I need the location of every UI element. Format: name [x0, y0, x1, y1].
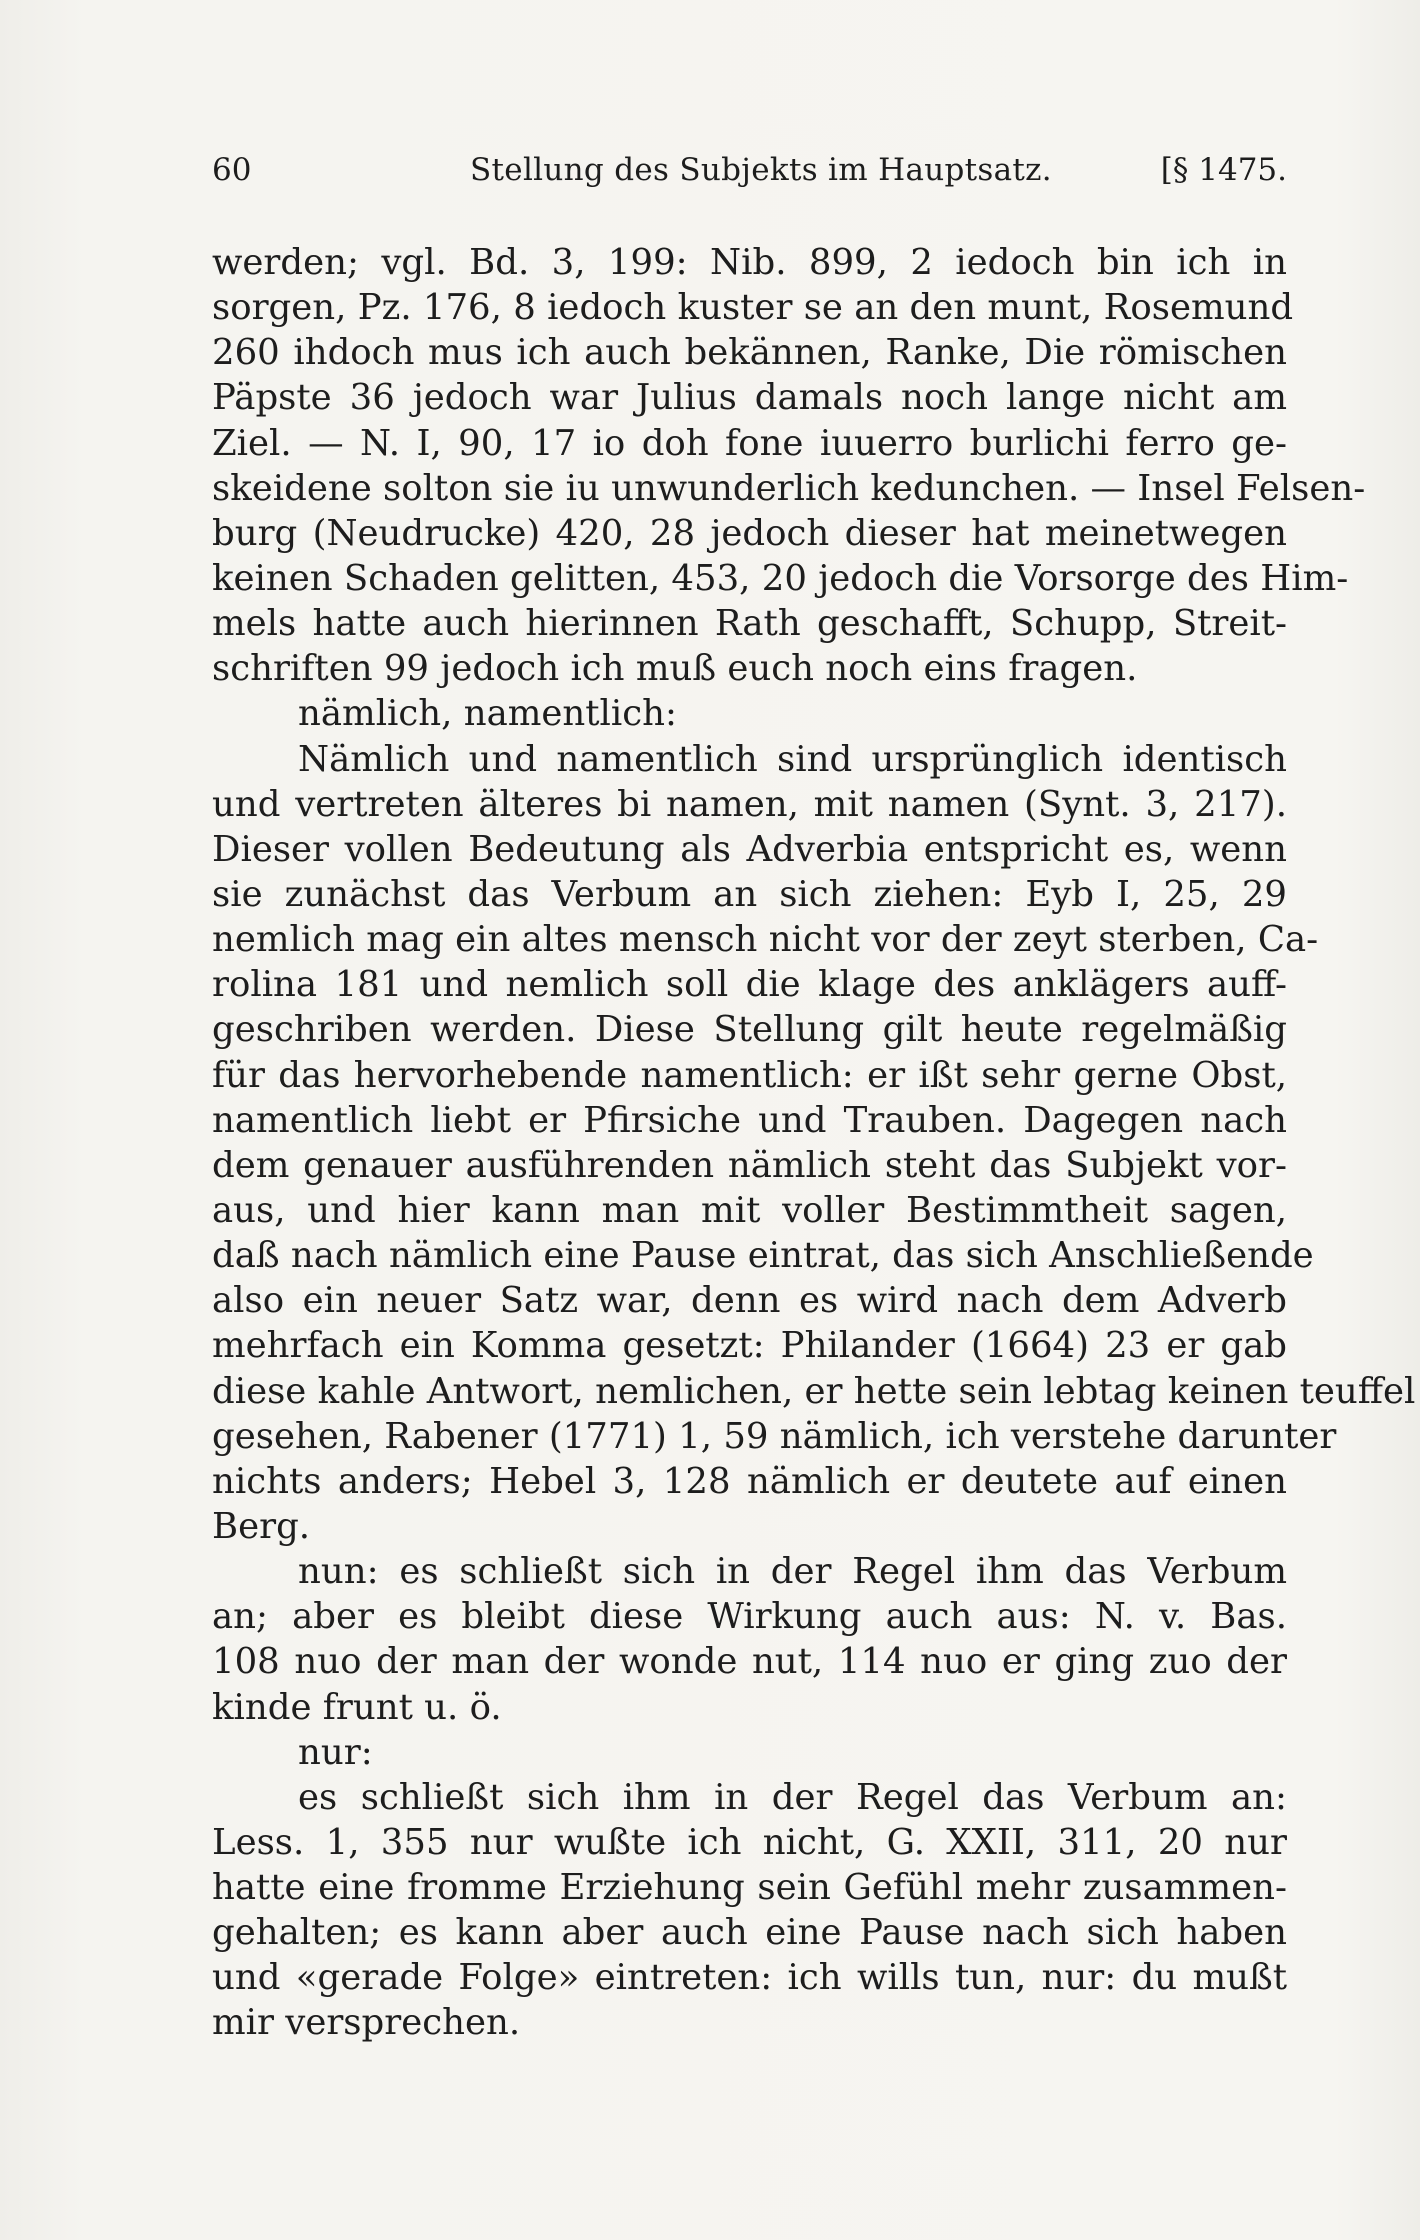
text-line: gesehen, Rabener (1771) 1, 59 nämlich, ich verstehe darunter [212, 1415, 1337, 1457]
running-title: Stellung des Subjekts im Hauptsatz. [470, 152, 1052, 188]
text-line: nur: [298, 1731, 373, 1773]
text-line: kinde frunt u. ö. [212, 1686, 502, 1728]
text-line: Berg. [212, 1505, 311, 1547]
text-line: sie zunächst das Verbum an sich ziehen: Eyb I, 25, 29 [212, 873, 1287, 915]
text-line: 108 nuo der man der wonde nut, 114 nuo er ging zuo der [212, 1641, 1287, 1683]
text-line: es schließt sich ihm in der Regel das Verbum an: [298, 1776, 1287, 1818]
text-line: rolina 181 und nemlich soll die klage des anklägers auff- [212, 964, 1287, 1006]
text-line: daß nach nämlich eine Pause eintrat, das sich Anschließende [212, 1235, 1314, 1277]
text-line: burg (Neudrucke) 420, 28 jedoch dieser hat meinetwegen [212, 512, 1287, 554]
text-line: nämlich, namentlich: [298, 693, 677, 735]
text-line: nun: es schließt sich in der Regel ihm das Verbum [298, 1551, 1287, 1593]
text-line: geschriben werden. Diese Stellung gilt heute regelmäßig [212, 1009, 1287, 1051]
text-line: skeidene solton sie iu unwunderlich kedunchen. — Insel Felsen- [212, 467, 1366, 509]
text-line: Dieser vollen Bedeutung als Adverbia entspricht es, wenn [212, 828, 1287, 870]
text-line: werden; vgl. Bd. 3, 199: Nib. 899, 2 iedoch bin ich in [212, 242, 1287, 283]
text-line: Päpste 36 jedoch war Julius damals noch lange nicht am [212, 377, 1287, 419]
text-line: Less. 1, 355 nur wußte ich nicht, G. XXII, 311, 20 nur [212, 1821, 1287, 1863]
text-line: und «gerade Folge» eintreten: ich wills tun, nur: du mußt [212, 1957, 1287, 1999]
text-line: diese kahle Antwort, nemlichen, er hette sein lebtag keinen teuffel [212, 1370, 1416, 1412]
text-line: namentlich liebt er Pfirsiche und Trauben. Dagegen nach [212, 1099, 1287, 1141]
text-line: aus, und hier kann man mit voller Bestimmtheit sagen, [212, 1189, 1287, 1231]
text-line: und vertreten älteres bi namen, mit namen (Synt. 3, 217). [212, 783, 1287, 825]
text-line: hatte eine fromme Erziehung sein Gefühl mehr zusammen- [212, 1867, 1287, 1909]
text-line: für das hervorhebende namentlich: er ißt sehr gerne Obst, [212, 1054, 1287, 1096]
text-line: also ein neuer Satz war, denn es wird nach dem Adverb [212, 1280, 1287, 1322]
text-line: gehalten; es kann aber auch eine Pause nach sich haben [212, 1912, 1287, 1954]
text-line: nemlich mag ein altes mensch nicht vor der zeyt sterben, Ca- [212, 919, 1319, 961]
text-line: dem genauer ausführenden nämlich steht das Subjekt vor- [212, 1144, 1287, 1186]
text-line: mehrfach ein Komma gesetzt: Philander (1664) 23 er gab [212, 1325, 1287, 1367]
text-line: mir versprechen. [212, 2002, 521, 2044]
text-line: Nämlich und namentlich sind ursprünglich identisch [298, 738, 1287, 780]
text-line: sorgen, Pz. 176, 8 iedoch kuster se an den munt, Rosemund [212, 287, 1294, 329]
text-line: Ziel. — N. I, 90, 17 io doh fone iuuerro burlichi ferro ge- [212, 422, 1287, 464]
body-text [212, 240, 1416, 2046]
text-line: an; aber es bleibt diese Wirkung auch aus: N. v. Bas. [212, 1596, 1287, 1638]
text-line: nichts anders; Hebel 3, 128 nämlich er deutete auf einen [212, 1460, 1287, 1502]
text-line: mels hatte auch hierinnen Rath geschafft, Schupp, Streit- [212, 603, 1287, 645]
text-line: 260 ihdoch mus ich auch bekännen, Ranke, Die römischen [212, 332, 1287, 374]
page-number: 60 [212, 152, 252, 188]
text-line: schriften 99 jedoch ich muß euch noch eins fragen. [212, 648, 1138, 690]
section-marker: [§ 1475. [1160, 152, 1287, 188]
text-line: keinen Schaden gelitten, 453, 20 jedoch die Vorsorge des Him- [212, 557, 1349, 599]
